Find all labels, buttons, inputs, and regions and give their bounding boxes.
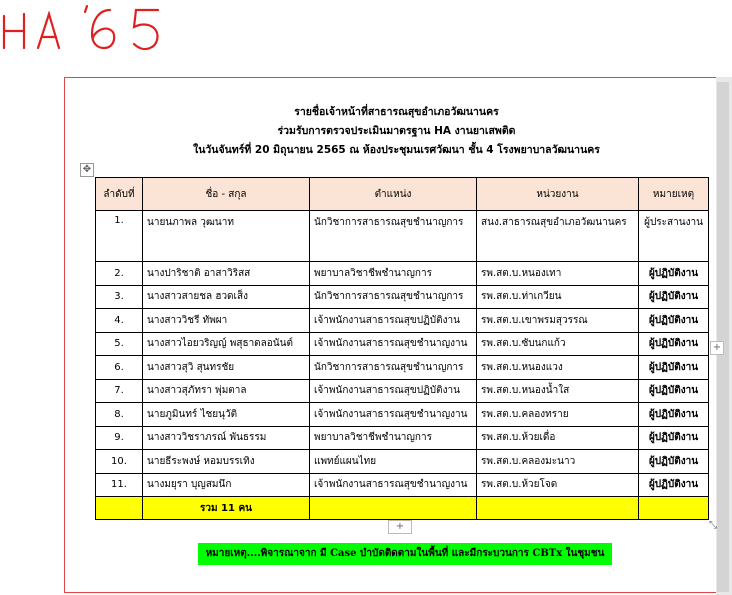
cell-unit: รพ.สต.บ.หนองเทา: [477, 262, 639, 286]
cell-unit: รพ.สต.บ.เขาพรมสุวรรณ: [477, 309, 639, 333]
header-note: หมายเหตุ: [639, 178, 709, 211]
cell-note: ผู้ปฏิบัติงาน: [639, 403, 709, 427]
cell-unit: รพ.สต.บ.คลองทราย: [477, 403, 639, 427]
total-row: [96, 497, 709, 520]
cell-no: 8.: [96, 403, 143, 427]
cell-no: 1.: [96, 211, 143, 262]
cell-name: นายนภาพล วุฒนาท: [143, 211, 310, 262]
total-empty-cell: [310, 497, 477, 520]
cell-position: แพทย์แผนไทย: [310, 450, 477, 474]
cell-unit: รพ.สต.บ.ท่าเกวียน: [477, 285, 639, 309]
header-unit: หน่วยงาน: [477, 178, 639, 211]
cell-position: นักวิชาการสาธารณสุขชำนาญการ: [310, 285, 477, 309]
title-line-1: รายชื่อเจ้าหน้าที่สาธารณสุขอำเภอวัฒนานคร: [294, 106, 499, 118]
cell-no: 6.: [96, 356, 143, 380]
cell-note: ผู้ปฏิบัติงาน: [639, 450, 709, 474]
title-line-3: ในวันจันทร์ที่ 20 มิถุนายน 2565 ณ ห้องประชุมนเรศวัฒนา ชั้น 4 โรงพยาบาลวัฒนานคร: [193, 144, 600, 156]
cell-no: 2.: [96, 262, 143, 286]
cell-note: ผู้ปฏิบัติงาน: [639, 309, 709, 333]
cell-no: 5.: [96, 332, 143, 356]
cell-name: นางปาริชาติ อาสาวิริสส: [143, 262, 310, 286]
add-row-plus-icon[interactable]: +: [388, 520, 412, 534]
cell-name: นางสาววิชราภรณ์ พันธรรม: [143, 426, 310, 450]
table-resize-icon[interactable]: ⤡: [709, 520, 717, 531]
cell-name: นายภูมินทร์ ไชยนุวัติ: [143, 403, 310, 427]
cell-name: นางสาววิชรี ทัพผา: [143, 309, 310, 333]
total-empty-cell: [96, 497, 143, 520]
cell-note: ผู้ปฏิบัติงาน: [639, 473, 709, 497]
total-empty-cell: [477, 497, 639, 520]
cell-position: นักวิชาการสาธารณสุขชำนาญการ: [310, 356, 477, 380]
header-no: ลำดับที่: [96, 178, 143, 211]
cell-name: นางสาวสายชล ฮวดเส็ง: [143, 285, 310, 309]
cell-note: ผู้ปฏิบัติงาน: [639, 332, 709, 356]
cell-name: นายธีระพงษ์ หอมบรรเทิง: [143, 450, 310, 474]
header-position: ตำแหน่ง: [310, 178, 477, 211]
cell-no: 4.: [96, 309, 143, 333]
table-row: [96, 426, 709, 450]
table-row: [96, 262, 709, 286]
total-empty-cell: [639, 497, 709, 520]
add-column-plus-icon[interactable]: +: [710, 341, 724, 355]
cell-unit: รพ.สต.บ.ซับนกแก้ว: [477, 332, 639, 356]
total-label: รวม 11 คน: [143, 497, 310, 520]
cell-no: 10.: [96, 450, 143, 474]
cell-note: ผู้ประสานงาน: [639, 211, 709, 262]
table-row: [96, 285, 709, 309]
table-row: [96, 450, 709, 474]
cell-note: ผู้ปฏิบัติงาน: [639, 426, 709, 450]
cell-note: ผู้ปฏิบัติงาน: [639, 379, 709, 403]
cell-name: นางสาวสุภัทรา พุ่มตาล: [143, 379, 310, 403]
cell-position: เจ้าพนักงานสาธารณสุขปฏิบัติงาน: [310, 309, 477, 333]
cell-name: นางสาวสุวิ สุนทรชัย: [143, 356, 310, 380]
table-row: [96, 473, 709, 497]
table-move-handle-icon[interactable]: ✥: [80, 163, 94, 177]
cell-position: เจ้าพนักงานสาธารณสุขชำนาญงาน: [310, 403, 477, 427]
cell-unit: รพ.สต.บ.หนองแวง: [477, 356, 639, 380]
cell-no: 11.: [96, 473, 143, 497]
cell-unit: รพ.สต.บ.คลองมะนาว: [477, 450, 639, 474]
cell-position: พยาบาลวิชาชีพชำนาญการ: [310, 426, 477, 450]
cell-position: พยาบาลวิชาชีพชำนาญการ: [310, 262, 477, 286]
remark-note: หมายเหตุ....พิจารณาจาก มี Case บำบัดติดตามในพื้นที่ และมีกระบวนการ CBTx ในชุมชน: [198, 543, 612, 565]
cell-position: นักวิชาการสาธารณสุขชำนาญการ: [310, 211, 477, 262]
table-row: [96, 211, 709, 262]
title-line-2: ร่วมรับการตรวจประเมินมาตรฐาน HA งานยาเสพติด: [277, 125, 516, 137]
cell-unit: รพ.สต.บ.ห้วยเดื่อ: [477, 426, 639, 450]
cell-note: ผู้ปฏิบัติงาน: [639, 356, 709, 380]
cell-position: เจ้าพนักงานสาธารณสุขชำนาญงาน: [310, 332, 477, 356]
cell-position: เจ้าพนักงานสาธารณสุขปฏิบัติงาน: [310, 379, 477, 403]
table-row: [96, 403, 709, 427]
cell-name: นางสาวไอยวริญญ์ พสุธาดลอนันต์: [143, 332, 310, 356]
cell-name: นางมยุรา บุญสมนึก: [143, 473, 310, 497]
handwritten-ha65-annotation: [0, 0, 180, 60]
staff-table: [95, 177, 709, 520]
cell-no: 7.: [96, 379, 143, 403]
table-header-row: [96, 178, 709, 211]
header-name: ชื่อ - สกุล: [143, 178, 310, 211]
table-row: [96, 379, 709, 403]
document-title: [65, 103, 728, 160]
cell-unit: รพ.สต.บ.ห้วยโจด: [477, 473, 639, 497]
cell-no: 9.: [96, 426, 143, 450]
table-row: [96, 332, 709, 356]
cell-note: ผู้ปฏิบัติงาน: [639, 285, 709, 309]
vertical-scrollbar-thumb[interactable]: [717, 82, 729, 592]
table-row: [96, 309, 709, 333]
table-row: [96, 356, 709, 380]
cell-no: 3.: [96, 285, 143, 309]
cell-unit: รพ.สต.บ.หนองน้ำใส: [477, 379, 639, 403]
cell-note: ผู้ปฏิบัติงาน: [639, 262, 709, 286]
cell-position: เจ้าพนักงานสาธารณสุขชำนาญงาน: [310, 473, 477, 497]
cell-unit: สนง.สาธารณสุขอำเภอวัฒนานคร: [477, 211, 639, 262]
